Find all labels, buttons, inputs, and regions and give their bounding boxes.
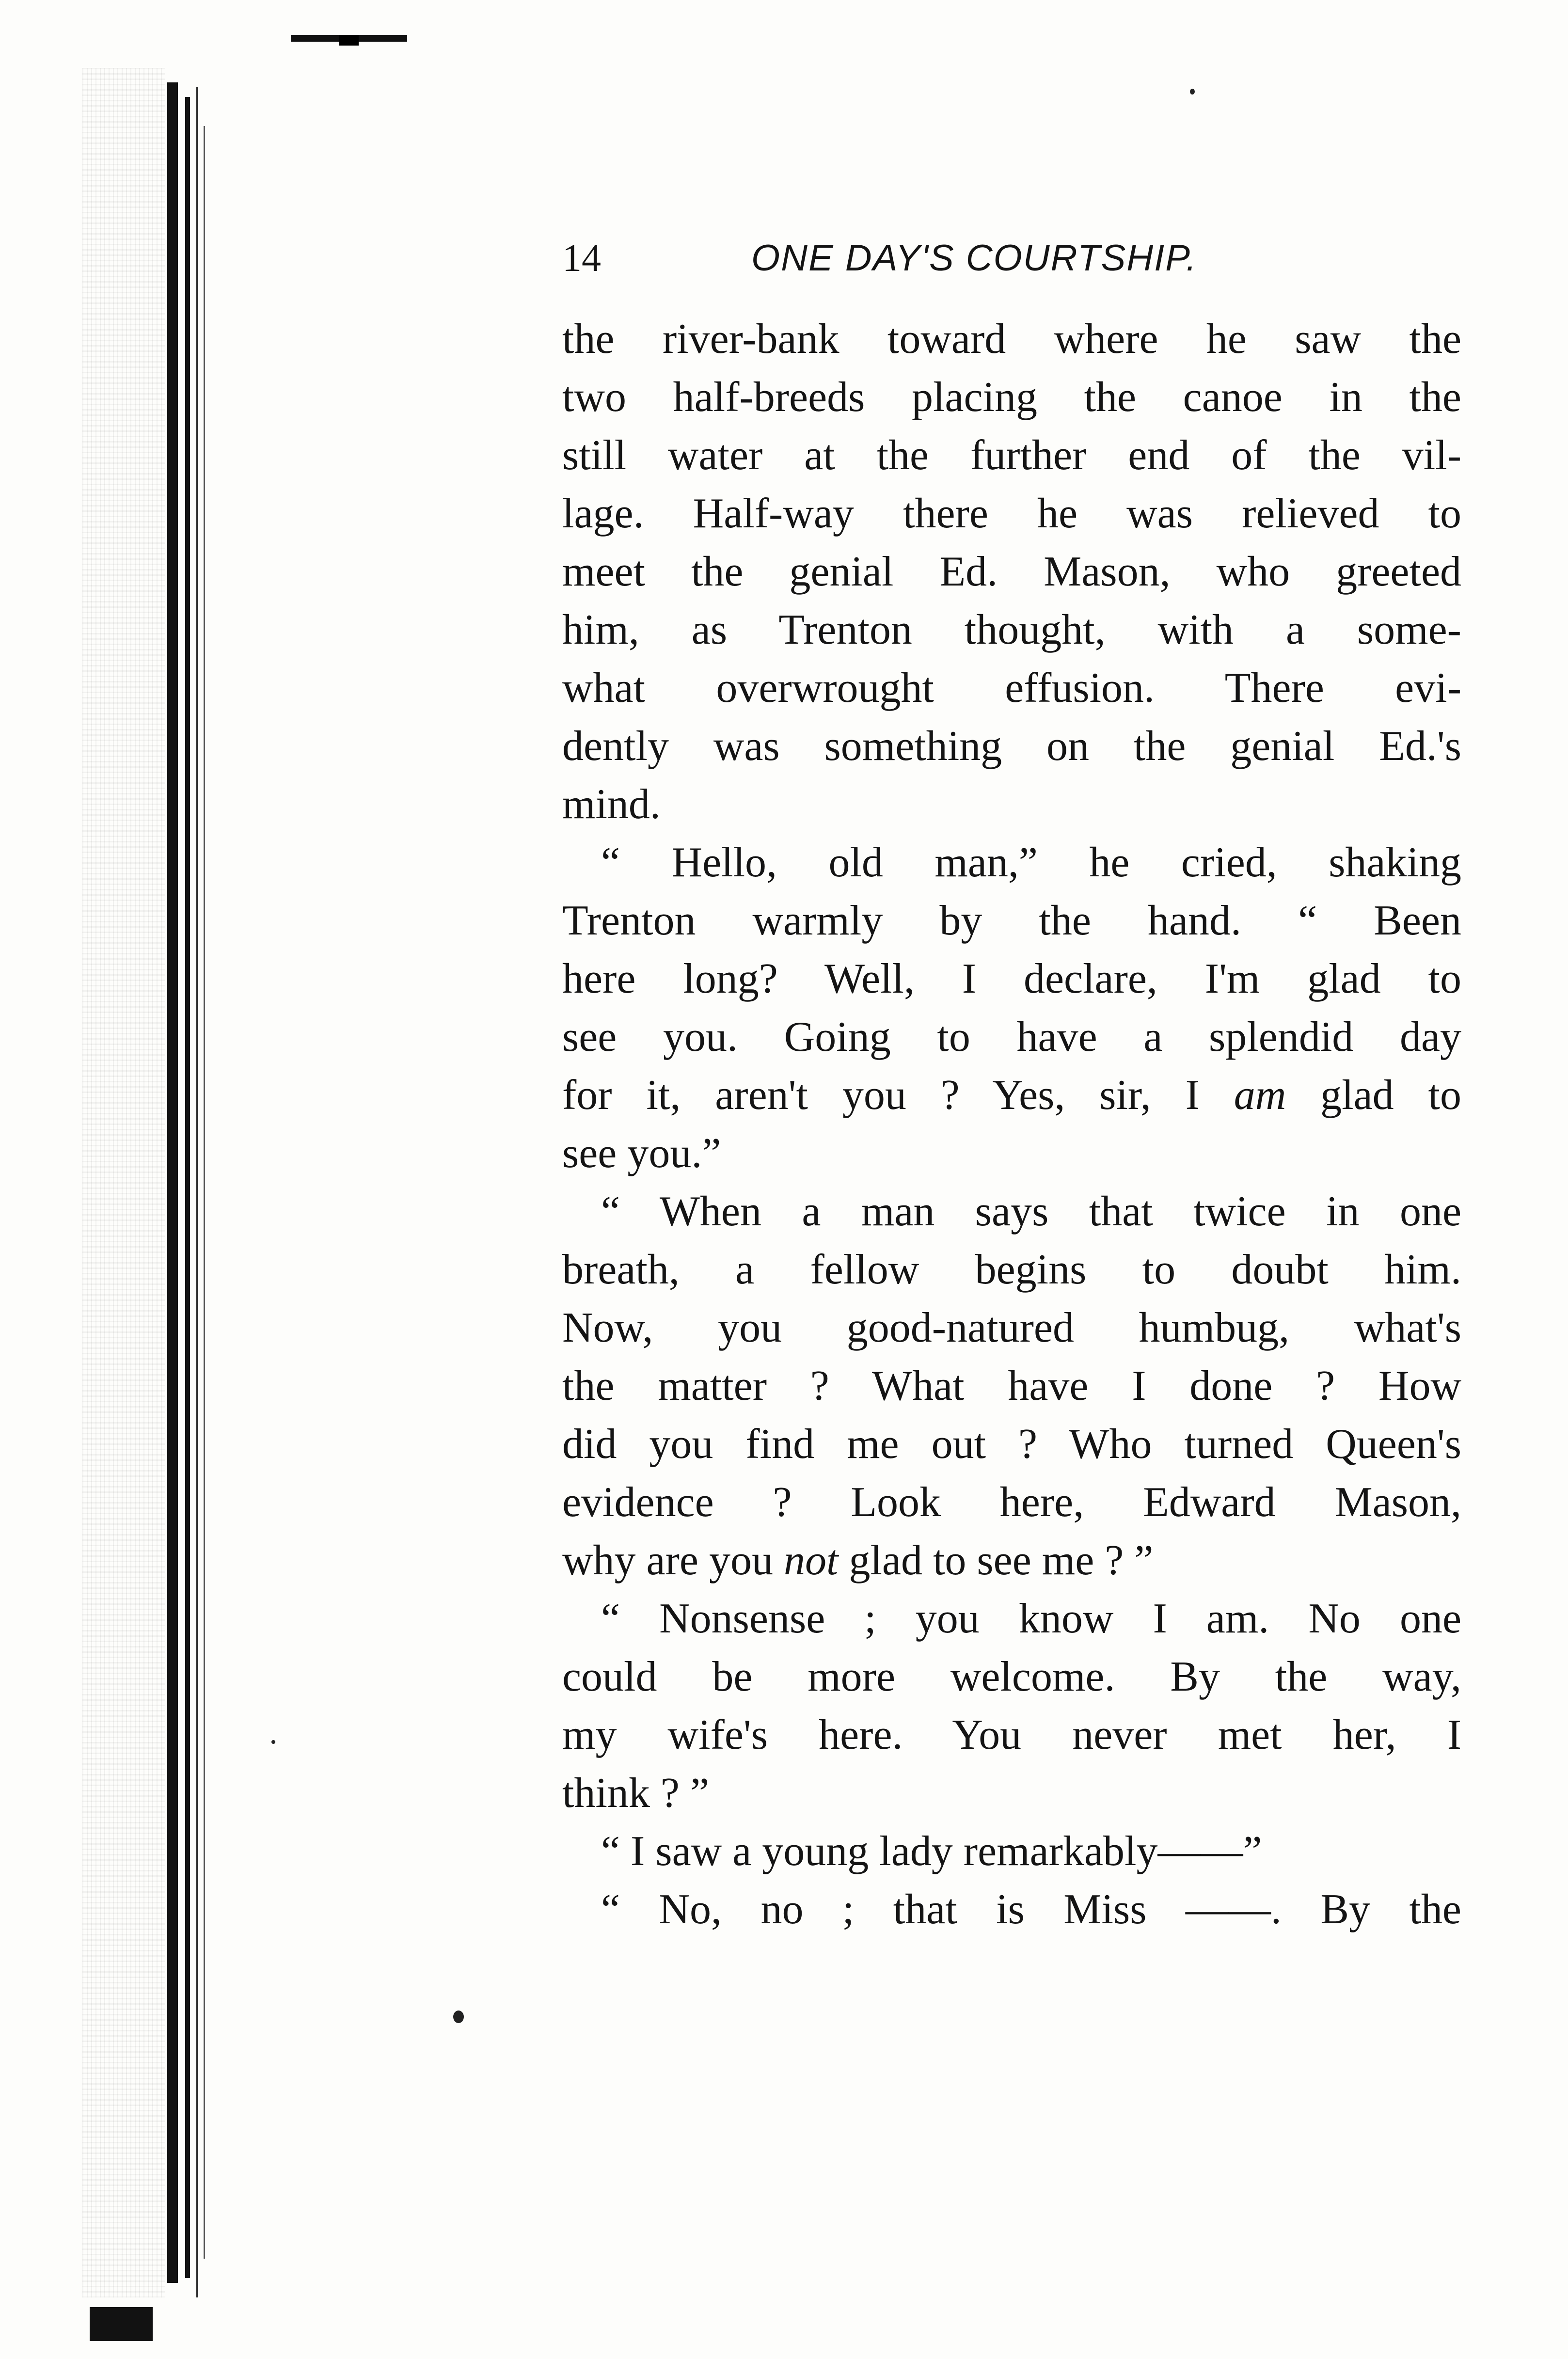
text-line: “ When a man says that twice in one [601, 1188, 1461, 1235]
running-title: ONE DAY'S COURTSHIP. [751, 237, 1198, 279]
text-line: “ Hello, old man,” he cried, shaking [601, 839, 1461, 886]
text-line: did you find me out ? Who turned Queen's [562, 1421, 1461, 1468]
text-line: dently was something on the genial Ed.'s [562, 723, 1461, 770]
text-line: could be more welcome. By the way, [562, 1653, 1461, 1700]
text-line: meet the genial Ed. Mason, who greeted [562, 548, 1461, 595]
text-line: the river-bank toward where he saw the [562, 316, 1461, 363]
emphasis-word: am [1234, 1072, 1286, 1119]
text-run: glad to see me ? ” [838, 1537, 1154, 1584]
text-line: breath, a fellow begins to doubt him. [562, 1246, 1461, 1293]
binding-edge-line [185, 97, 190, 2278]
text-line: “ I saw a young lady remarkably——” [601, 1828, 1262, 1875]
text-run: why are you [562, 1537, 784, 1584]
text-line: the matter ? What have I done ? How [562, 1362, 1461, 1409]
text-line: “ Nonsense ; you know I am. No one [601, 1595, 1461, 1642]
page-number: 14 [562, 237, 601, 280]
text-line: here long? Well, I declare, I'm glad to [562, 955, 1461, 1002]
text-line: Trenton warmly by the hand. “ Been [562, 897, 1461, 944]
text-line: my wife's here. You never met her, I [562, 1711, 1461, 1758]
text-line: still water at the further end of the vil- [562, 432, 1461, 479]
binding-texture [82, 68, 165, 2297]
text-line [562, 1532, 1461, 1590]
text-run: for it, aren't you ? Yes, sir, I [562, 1072, 1234, 1119]
text-line: see you.” [562, 1130, 721, 1177]
binding-foot-mark [90, 2307, 153, 2341]
ink-speck [271, 1740, 275, 1744]
text-line: see you. Going to have a splendid day [562, 1013, 1461, 1061]
binding-edge-line [204, 126, 205, 2259]
ink-speck [1190, 89, 1195, 95]
text-line: evidence ? Look here, Edward Mason, [562, 1479, 1461, 1526]
text-line: think ? ” [562, 1770, 710, 1817]
running-header [562, 232, 1473, 290]
text-run: glad to [1286, 1072, 1461, 1119]
emphasis-word: not [783, 1537, 839, 1584]
binding-edge-line [196, 87, 198, 2297]
text-line: him, as Trenton thought, with a some- [562, 606, 1461, 653]
text-line: mind. [562, 781, 661, 828]
scan-top-mark [339, 35, 359, 46]
binding-edge-line [167, 82, 178, 2283]
text-line: lage. Half-way there he was relieved to [562, 490, 1461, 537]
text-line: Now, you good-natured humbug, what's [562, 1304, 1461, 1351]
text-line: what overwrought effusion. There evi- [562, 665, 1461, 712]
text-line [562, 1066, 1461, 1124]
text-line: two half-breeds placing the canoe in the [562, 374, 1461, 421]
book-binding-gutter [0, 29, 228, 2322]
ink-speck [453, 2011, 464, 2023]
body-text [562, 310, 1461, 1939]
text-line: “ No, no ; that is Miss ——. By the [601, 1886, 1461, 1933]
